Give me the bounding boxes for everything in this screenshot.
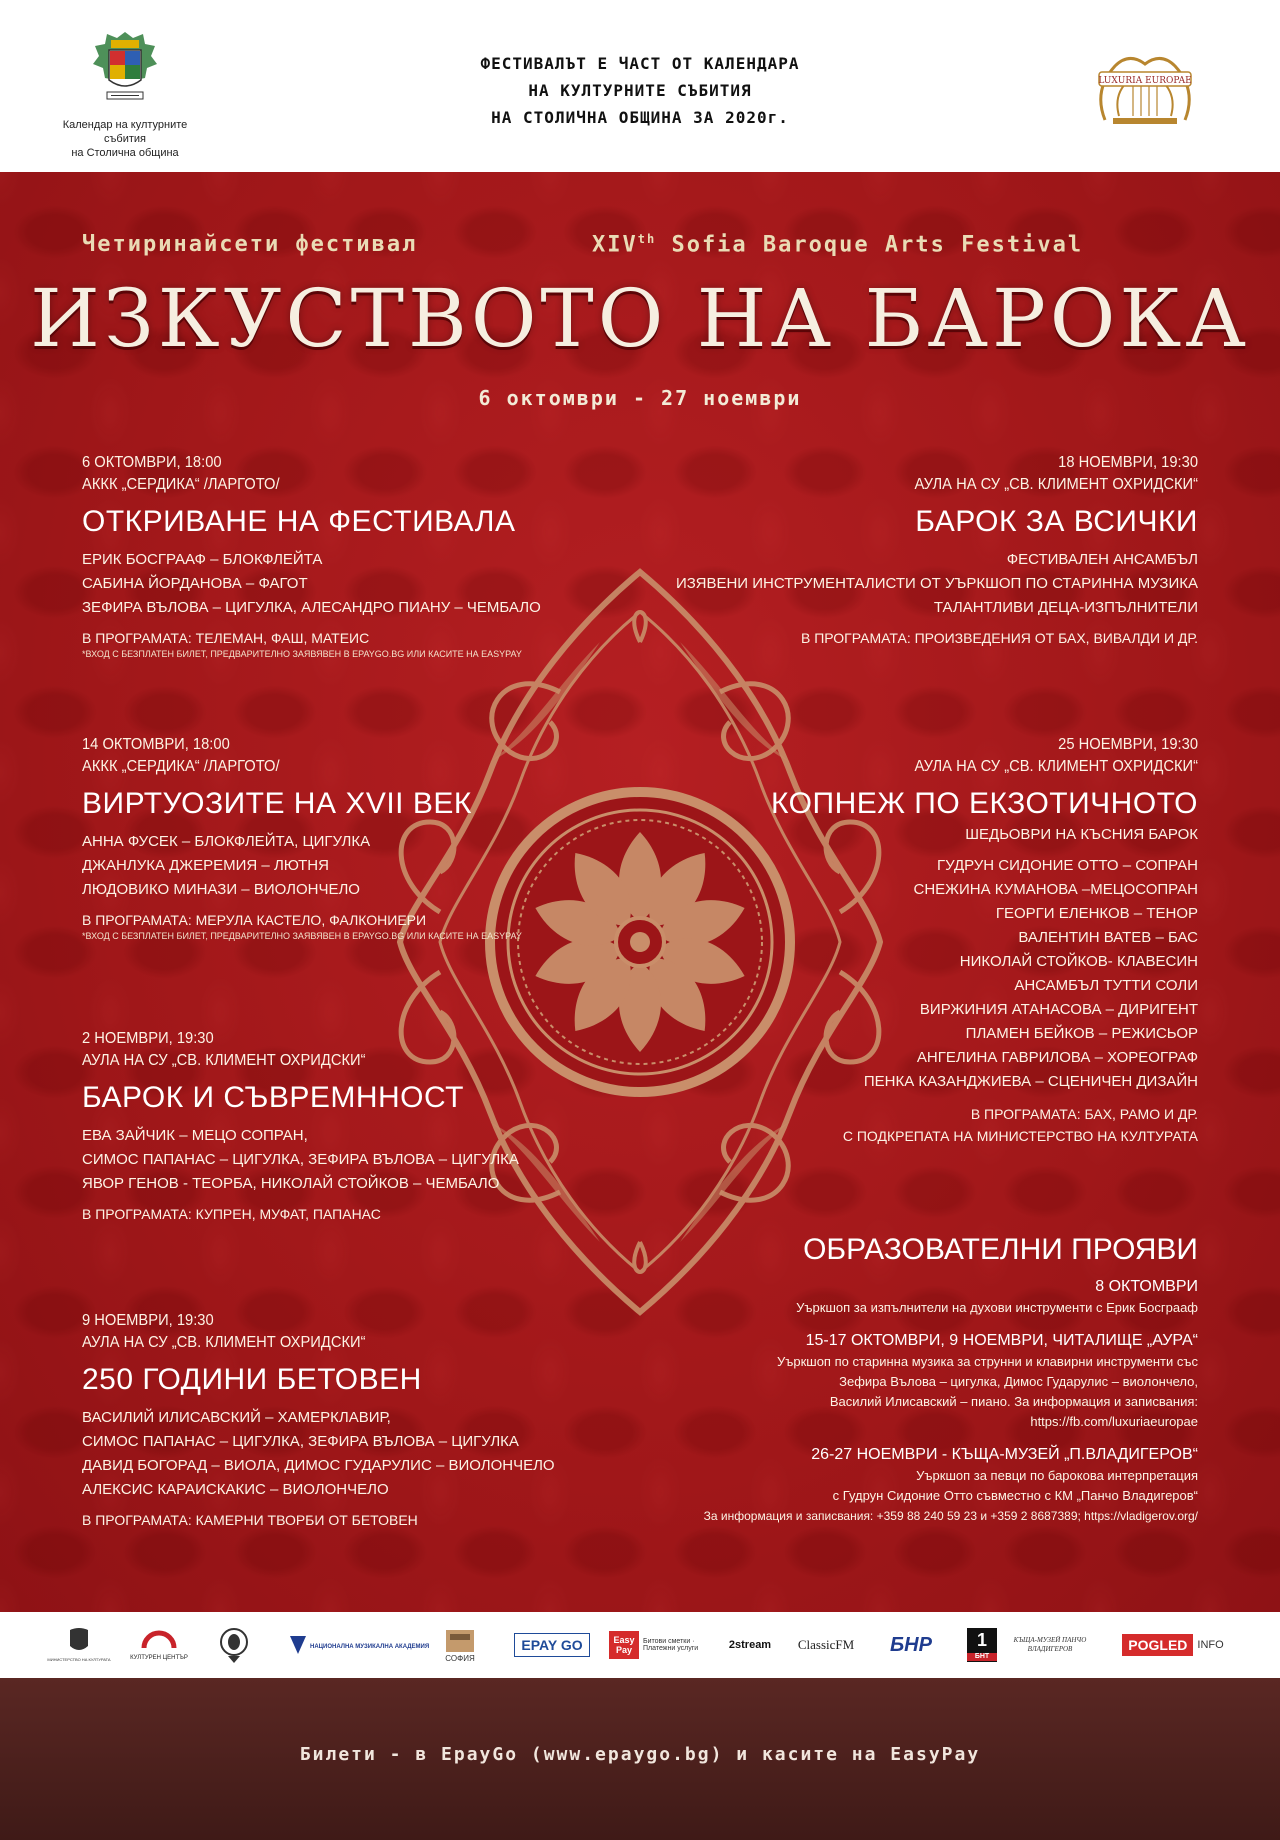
event-performer: ТАЛАНТЛИВИ ДЕЦА-ИЗПЪЛНИТЕЛИ <box>933 599 1198 616</box>
header <box>0 0 1280 172</box>
event-performer: ЯВОР ГЕНОВ - ТЕОРБА, НИКОЛАЙ СТОЙКОВ – ЧЕМБАЛО <box>82 1175 500 1192</box>
event-datetime: 9 НОЕМВРИ, 19:30 <box>82 1312 214 1329</box>
luxuria-logo-text: LUXURIA EUROPAE <box>1098 76 1192 86</box>
event-datetime: 18 НОЕМВРИ, 19:30 <box>1058 454 1198 471</box>
event-virtuosi <box>82 734 562 942</box>
event-support-note: С ПОДКРЕПАТА НА МИНИСТЕРСТВО НА КУЛТУРАТА <box>842 1128 1198 1144</box>
event-performer: ВАСИЛИЙ ИЛИСАВСКИЙ – ХАМЕРКЛАВИР, <box>82 1409 391 1426</box>
event-performer: ИЗЯВЕНИ ИНСТРУМЕНТАЛИСТИ ОТ УЪРКШОП ПО СТАРИННА МУЗИКА <box>675 575 1198 592</box>
event-performer: СНЕЖИНА КУМАНОВА –МЕЦОСОПРАН <box>913 881 1198 898</box>
event-title: ОТКРИВАНЕ НА ФЕСТИВАЛА <box>82 505 516 538</box>
event-subtitle: ШЕДЬОВРИ НА КЪСНИЯ БАРОК <box>965 826 1198 843</box>
educational-events <box>638 1232 1198 1538</box>
event-performer: НИКОЛАЙ СТОЙКОВ- КЛАВЕСИН <box>959 953 1198 970</box>
event-program: В ПРОГРАМАТА: ТЕЛЕМАН, ФАШ, МАТЕИС <box>82 630 370 646</box>
event-ticket-note: *ВХОД С БЕЗПЛАТЕН БИЛЕТ, ПРЕДВАРИТЕЛНО ЗАЯВЯВЕН В EPAYGO.BG ИЛИ КАСИТЕ НА EASYPAY <box>82 649 522 659</box>
event-longing-exotic <box>638 734 1198 1146</box>
vladigerov-logo-text: КЪЩА-МУЗЕЙ ПАНЧО ВЛАДИГЕРОВ <box>1013 1636 1087 1653</box>
bnt-logo-mark <box>967 1628 997 1662</box>
ordinal-suffix: th <box>637 232 657 246</box>
event-performer: ГУДРУН СИДОНИЕ ОТТО – СОПРАН <box>936 857 1198 874</box>
event-performer: АЛЕКСИС КАРАИСКАКИС – ВИОЛОНЧЕЛО <box>82 1481 389 1498</box>
event-performer: ВИРЖИНИЯ АТАНАСОВА – ДИРИГЕНТ <box>919 1001 1198 1018</box>
header-statement <box>340 50 940 131</box>
easypay-logo-sub: Битови сметки · Платежни услуги <box>643 1638 699 1652</box>
easypay-logo <box>606 1626 716 1664</box>
event-program: В ПРОГРАМАТА: БАХ, РАМО И ДР. <box>970 1106 1198 1122</box>
vladigerov-head-logo <box>204 1626 264 1664</box>
event-program: В ПРОГРАМАТА: МЕРУЛА КАСТЕЛО, ФАЛКОНИЕРИ <box>82 912 427 928</box>
event-venue: АККК „СЕРДИКА“ /ЛАРГОТО/ <box>82 476 280 493</box>
pogled-logo-mark: POGLED <box>1122 1634 1193 1656</box>
bnr-logo <box>876 1626 946 1664</box>
festival-name-en: Sofia Baroque Arts Festival <box>656 232 1084 258</box>
event-opening <box>82 452 562 660</box>
education-contact: За информация и записвания: +359 88 240 59 23 и +359 2 8687389; https://vladigerov.org/ <box>703 1509 1198 1523</box>
event-datetime: 14 ОКТОМВРИ, 18:00 <box>82 736 230 753</box>
music-academy-logo-text: НАЦИОНАЛНА МУЗИКАЛНА АКАДЕМИЯ <box>310 1644 430 1650</box>
festival-dates: 6 октомври - 27 ноември <box>478 386 802 410</box>
left-caption-line: на Столична община <box>71 147 179 159</box>
education-line: Уъркшоп за певци по барокова интерпретация <box>916 1468 1198 1483</box>
event-title: КОПНЕЖ ПО ЕКЗОТИЧНОТО <box>771 787 1198 820</box>
luxuria-europae-logo <box>1085 50 1205 133</box>
sponsor-logos <box>0 1612 1280 1678</box>
event-datetime: 2 НОЕМВРИ, 19:30 <box>82 1030 214 1047</box>
education-item <box>638 1276 1198 1318</box>
education-date: 8 ОКТОМВРИ <box>1095 1278 1198 1295</box>
easypay-logo-mark: Easy Pay <box>609 1631 639 1659</box>
festival-edition-ru: Четиринайсети фестивал <box>82 232 418 257</box>
event-performer: СИМОС ПАПАНАС – ЦИГУЛКА, ЗЕФИРА ВЪЛОВА – ЦИГУЛКА <box>82 1433 519 1450</box>
event-performer: АНГЕЛИНА ГАВРИЛОВА – ХОРЕОГРАФ <box>916 1049 1198 1066</box>
lyre-icon <box>1085 50 1205 128</box>
education-title: ОБРАЗОВАТЕЛНИ ПРОЯВИ <box>803 1233 1198 1266</box>
academy-emblem-icon <box>284 1626 430 1664</box>
portrait-icon <box>214 1626 254 1664</box>
epaygo-logo <box>512 1626 592 1664</box>
event-datetime: 25 НОЕМВРИ, 19:30 <box>1058 736 1198 753</box>
event-performer: АНСАМБЪЛ ТУТТИ СОЛИ <box>1014 977 1198 994</box>
event-performer: ЛЮДОВИКО МИНАЗИ – ВИОЛОНЧЕЛО <box>82 881 360 898</box>
event-performer: ПЛАМЕН БЕЙКОВ – РЕЖИСЬОР <box>965 1025 1198 1042</box>
event-baroque-for-all <box>638 452 1198 648</box>
bnt-logo-text: БНТ <box>967 1653 997 1661</box>
pogled-info-text: INFO <box>1197 1639 1224 1651</box>
music-academy-logo <box>284 1626 430 1664</box>
2stream-logo-text: 2stream <box>728 1639 772 1651</box>
event-title: БАРОК ЗА ВСИЧКИ <box>915 505 1198 538</box>
bnr-logo-text: БНР <box>890 1633 932 1656</box>
education-line: Уъркшоп по старинна музика за струнни и клавирни инструменти със <box>776 1354 1198 1369</box>
event-title: ВИРТУОЗИТЕ НА XVII ВЕК <box>82 787 472 820</box>
event-title: 250 ГОДИНИ БЕТОВЕН <box>82 1363 422 1396</box>
ticket-info: Билети - в EpayGo (www.epaygo.bg) и касите на EasyPay <box>299 1744 981 1765</box>
event-performer: ГЕОРГИ ЕЛЕНКОВ – ТЕНОР <box>995 905 1198 922</box>
event-performer: ВАЛЕНТИН ВАТЕВ – БАС <box>1018 929 1198 946</box>
event-performer: СИМОС ПАПАНАС – ЦИГУЛКА, ЗЕФИРА ВЪЛОВА – ЦИГУЛКА <box>82 1151 519 1168</box>
event-performer: ЕВА ЗАЙЧИК – МЕЦО СОПРАН, <box>82 1127 308 1144</box>
event-performer: ЕРИК БОСГРААФ – БЛОКФЛЕЙТА <box>82 551 323 568</box>
classicfm-logo-text: ClassicFM <box>797 1637 855 1652</box>
header-line: ФЕСТИВАЛЪТ Е ЧАСТ ОТ КАЛЕНДАРА <box>480 54 800 73</box>
left-logo-caption <box>50 118 200 160</box>
event-performer: ФЕСТИВАЛЕН АНСАМБЪЛ <box>1006 551 1198 568</box>
festival-edition-en <box>592 232 1083 257</box>
education-line: Зефира Вълова – цигулка, Димос Гударулис – виолончело, <box>839 1374 1198 1389</box>
classicfm-logo <box>786 1626 866 1664</box>
education-date: 26-27 НОЕМВРИ - КЪЩА-МУЗЕЙ „П.ВЛАДИГЕРОВ“ <box>811 1446 1198 1463</box>
event-performer: ЗЕФИРА ВЪЛОВА – ЦИГУЛКА, АЛЕСАНДРО ПИАНУ – ЧЕМБАЛО <box>82 599 541 616</box>
culture-ministry-logo <box>44 1626 114 1664</box>
header-line: НА СТОЛИЧНА ОБЩИНА ЗА 2020г. <box>491 108 789 127</box>
event-venue: АУЛА НА СУ „СВ. КЛИМЕНТ ОХРИДСКИ“ <box>82 1334 366 1351</box>
festival-poster <box>0 172 1280 1612</box>
bnt-one-label: 1 <box>976 1630 987 1650</box>
event-performer: ДАВИД БОГОРАД – ВИОЛА, ДИМОС ГУДАРУЛИС – ВИОЛОНЧЕЛО <box>82 1457 555 1474</box>
ministry-logo-text: МИНИСТЕРСТВО НА КУЛТУРАТА <box>47 1657 111 1662</box>
event-program: В ПРОГРАМАТА: ПРОИЗВЕДЕНИЯ ОТ БАХ, ВИВАЛДИ И ДР. <box>800 630 1198 646</box>
event-beethoven-250 <box>82 1310 562 1530</box>
event-venue: АУЛА НА СУ „СВ. КЛИМЕНТ ОХРИДСКИ“ <box>82 1052 366 1069</box>
bnt-logo <box>962 1626 1002 1664</box>
event-performer: ДЖАНЛУКА ДЖЕРЕМИЯ – ЛЮТНЯ <box>82 857 329 874</box>
event-ticket-note: *ВХОД С БЕЗПЛАТЕН БИЛЕТ, ПРЕДВАРИТЕЛНО ЗАЯВЯВЕН В EPAYGO.BG ИЛИ КАСИТЕ НА EASYPAY <box>82 931 522 941</box>
sofia-logo-text: СОФИЯ <box>445 1654 475 1663</box>
education-date: 15-17 ОКТОМВРИ, 9 НОЕМВРИ, ЧИТАЛИЩЕ „АУРА“ <box>805 1332 1198 1349</box>
event-title: БАРОК И СЪВРЕМННОСТ <box>82 1081 464 1114</box>
pogled-info-logo <box>1110 1626 1236 1664</box>
culture-center-logo-text: КУЛТУРЕН ЦЕНТЪР <box>130 1655 188 1661</box>
sofia-municipality-logo <box>50 30 200 160</box>
coat-of-arms-icon <box>85 30 165 112</box>
sofia-logo <box>430 1626 490 1664</box>
event-venue: АУЛА НА СУ „СВ. КЛИМЕНТ ОХРИДСКИ“ <box>914 758 1198 775</box>
lion-crest-icon <box>44 1626 114 1664</box>
event-datetime: 6 ОКТОМВРИ, 18:00 <box>82 454 222 471</box>
epaygo-logo-text: EPAY GO <box>514 1633 589 1657</box>
event-performer: АННА ФУСЕК – БЛОКФЛЕЙТА, ЦИГУЛКА <box>82 833 371 850</box>
vladigerov-museum-logo <box>1010 1626 1090 1664</box>
event-venue: АККК „СЕРДИКА“ /ЛАРГОТО/ <box>82 758 280 775</box>
event-program: В ПРОГРАМАТА: КАМЕРНИ ТВОРБИ ОТ БЕТОВЕН <box>82 1512 418 1528</box>
education-line: с Гудрун Сидоние Отто съвместно с КМ „Панчо Владигеров“ <box>832 1488 1198 1503</box>
left-caption-line: Календар на културните събития <box>62 119 188 145</box>
event-program: В ПРОГРАМАТА: КУПРЕН, МУФАТ, ПАПАНАС <box>82 1206 381 1222</box>
footer <box>0 1678 1280 1840</box>
event-performer: ПЕНКА КАЗАНДЖИЕВА – СЦЕНИЧЕН ДИЗАЙН <box>863 1073 1198 1090</box>
education-link[interactable]: https://fb.com/luxuriaeuropae <box>1030 1414 1198 1429</box>
header-line: НА КУЛТУРНИТЕ СЪБИТИЯ <box>528 81 752 100</box>
event-performer: САБИНА ЙОРДАНОВА – ФАГОТ <box>82 575 308 592</box>
education-line: Василий Илисавский – пиано. За информация и записвания: <box>829 1394 1198 1409</box>
arch-icon <box>124 1626 194 1664</box>
education-item <box>638 1330 1198 1432</box>
poster-title: ИЗКУСТВОТО НА БАРОКА <box>30 272 1250 365</box>
roman-numeral: XIV <box>592 232 638 258</box>
education-item <box>638 1444 1198 1526</box>
2stream-logo <box>720 1626 780 1664</box>
culture-center-logo <box>124 1626 194 1664</box>
education-line: Уъркшоп за изпълнители на духови инструменти с Ерик Босграаф <box>796 1300 1198 1315</box>
event-baroque-contemporary <box>82 1028 562 1224</box>
sofia-building-icon <box>430 1626 490 1664</box>
event-venue: АУЛА НА СУ „СВ. КЛИМЕНТ ОХРИДСКИ“ <box>914 476 1198 493</box>
